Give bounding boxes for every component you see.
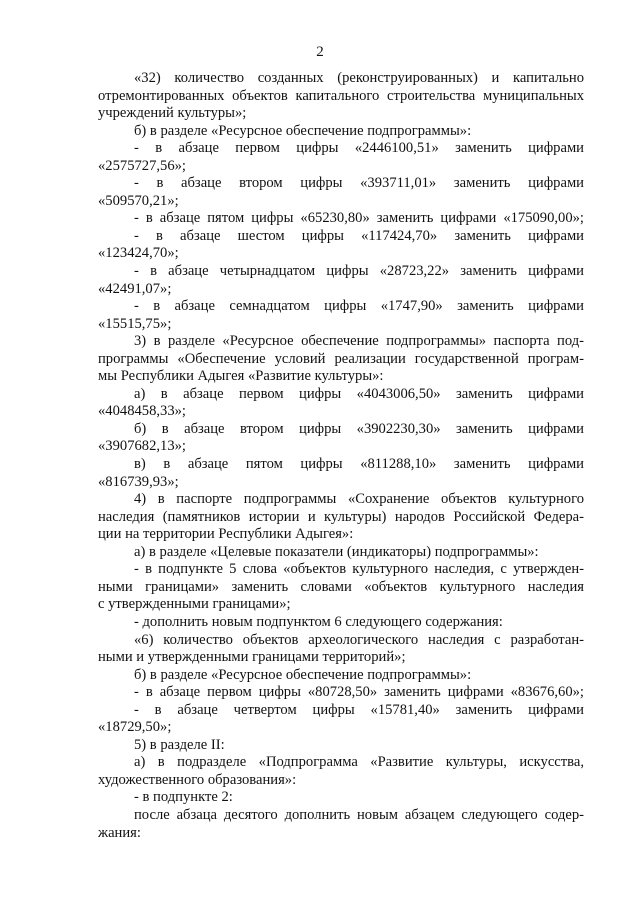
text-line: ции на территории Республики Адыгея»: xyxy=(98,526,354,543)
text-line: - в абзаце шестом цифры «117424,70» заменить цифрами xyxy=(134,227,584,244)
text-line: - в подпункте 5 слова «объектов культурного наследия, с утвержден- xyxy=(134,561,584,578)
text-line: мы Республики Адыгея «Развитие культуры»: xyxy=(98,368,384,385)
text-line: «18729,50»; xyxy=(98,719,172,736)
text-line: - в подпункте 2: xyxy=(134,789,233,806)
text-line: жания: xyxy=(98,824,141,841)
text-line: учреждений культуры»; xyxy=(98,105,247,122)
text-line: а) в подразделе «Подпрограмма «Развитие культуры, искусства, xyxy=(134,754,584,771)
text-line: «123424,70»; xyxy=(98,245,179,262)
text-line: «4048458,33»; xyxy=(98,403,186,420)
text-line: а) в абзаце первом цифры «4043006,50» заменить цифрами xyxy=(134,385,584,402)
text-line: «15515,75»; xyxy=(98,315,172,332)
page-number: 2 xyxy=(316,44,324,60)
text-line: «509570,21»; xyxy=(98,192,179,209)
text-line: отремонтированных объектов капитального строительства муниципальных xyxy=(98,87,584,104)
text-line: 3) в разделе «Ресурсное обеспечение подпрограммы» паспорта под- xyxy=(134,333,584,350)
text-line: программы «Обеспечение условий реализации государственной програм- xyxy=(98,350,584,367)
text-line: с утвержденными границами»; xyxy=(98,596,291,613)
text-line: 5) в разделе II: xyxy=(134,736,225,753)
text-line: наследия (памятников истории и культуры) народов Российской Федера- xyxy=(98,508,584,525)
text-line: в) в абзаце пятом цифры «811288,10» заменить цифрами xyxy=(134,456,584,473)
text-line: б) в абзаце втором цифры «3902230,30» заменить цифрами xyxy=(134,420,584,437)
text-line: - в абзаце первом цифры «2446100,51» заменить цифрами xyxy=(134,140,584,157)
document-body xyxy=(98,70,584,842)
text-line: «42491,07»; xyxy=(98,280,172,297)
text-line: - в абзаце первом цифры «80728,50» заменить цифрами «83676,60»; xyxy=(134,684,584,701)
text-line: - в абзаце четырнадцатом цифры «28723,22» заменить цифрами xyxy=(134,263,584,280)
text-line: «2575727,56»; xyxy=(98,157,186,174)
text-line: а) в разделе «Целевые показатели (индикаторы) подпрограммы»: xyxy=(134,543,539,560)
text-line: - в абзаце пятом цифры «65230,80» заменить цифрами «175090,00»; xyxy=(134,210,584,227)
text-line: - в абзаце втором цифры «393711,01» заменить цифрами xyxy=(134,175,584,192)
text-line: - в абзаце семнадцатом цифры «1747,90» заменить цифрами xyxy=(134,298,584,315)
text-line: - в абзаце четвертом цифры «15781,40» заменить цифрами xyxy=(134,701,584,718)
text-line: после абзаца десятого дополнить новым абзацем следующего содер- xyxy=(134,806,584,823)
text-line: ными и утвержденными границами территорий»; xyxy=(98,649,406,666)
text-line: «3907682,13»; xyxy=(98,438,186,455)
text-line: ными границами» заменить словами «объектов культурного наследия xyxy=(98,578,584,595)
text-line: «6) количество объектов археологического наследия с разработан- xyxy=(134,631,584,648)
text-line: художественного образования»: xyxy=(98,771,297,788)
text-line: б) в разделе «Ресурсное обеспечение подпрограммы»: xyxy=(134,666,472,683)
text-line: б) в разделе «Ресурсное обеспечение подпрограммы»: xyxy=(134,122,472,139)
text-line: «32) количество созданных (реконструированных) и капитально xyxy=(134,70,584,86)
text-line: 4) в паспорте подпрограммы «Сохранение объектов культурного xyxy=(134,491,584,508)
text-line: - дополнить новым подпунктом 6 следующего содержания: xyxy=(134,613,503,630)
text-line: «816739,93»; xyxy=(98,473,179,490)
